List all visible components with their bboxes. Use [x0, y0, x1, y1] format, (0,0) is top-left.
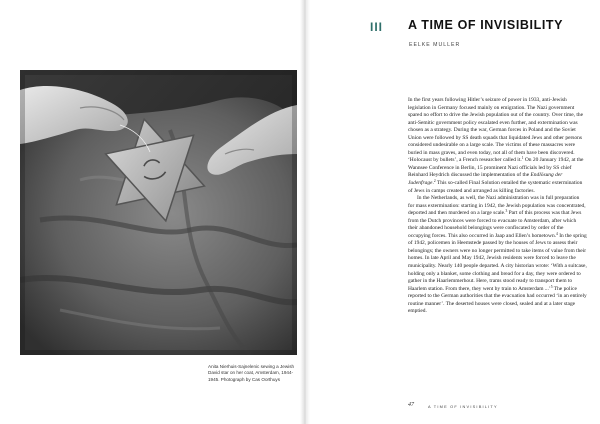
paragraph-2: In the Netherlands, as well, the Nazi administration was in full preparation for mass extermination: starting in 1942, the Jewish population was concentrated, deported and then murdered on a large scale.$^3$ Part of this process was that Jews from the Dutch provinces were forced to evacuate to Amsterdam, after which their abandoned household belongings were confiscated by order of the occupying forces. This also occurred in Jaap and Ellen’s hometown.$^4$ In the spring of 1942, policemen in Heemstede passed by the houses of Jews to assess their belongings; the owners were no longer permitted to take items of value from their homes. In late April and May 1942, Jewish residents were forced to leave the municipality. Nearly 140 people departed. A city historian wrote: ‘With a suitcase, holding only a blanket, some clothing and bread for a day, they were ordered to gather in the Haarlemmerhout. Here, trams stood ready to transport them to Haarlem station. From there, they went by train to Amsterdam ...’$^5$ The police reported to the German authorities that the evacuation had occurred ‘in an entirely routine manner’. The deserted houses were closed, sealed and at a later stage emptied. [408, 195, 587, 315]
running-head: A TIME OF INVISIBILITY [428, 404, 498, 409]
chapter-title: A TIME OF INVISIBILITY [408, 18, 564, 32]
page-number: 47 [408, 402, 414, 408]
chapter-number: III [370, 20, 384, 34]
footnote-1: 1 [521, 156, 524, 161]
chapter-author: EELKE MULLER [409, 42, 461, 48]
paragraph-1: In the first years following Hitler’s seizure of power in 1933, anti-Jewish legislation in Germany focused mainly on emigration. The Nazi government spared no effort to drive the Jewish population out of the country. Over time, the anti-Semitic government policy escalated even further, and extermination was chosen as a strategy. During the war, German forces in Poland and the Soviet Union were followed by SS death squads that liquidated Jews and other persons considered undesirable on a large scale. The victims of these massacres were buried in mass graves, and even today, not all of them have been discovered. ‘Holocaust by bullets’, a French researcher called it.$^1$ On 20 January 1942, at the Wannsee Conference in Berlin, 15 prominent Nazi officials led by SS chief Reinhard Heydrich discussed the implementation of the Endlösung der Judenfrage.$^2$ This so-called Final Solution entailed the systematic extermination of Jews in camps created and arranged as killing factories. [408, 97, 584, 194]
italic-term: Endlösung der Judenfrage [408, 172, 563, 187]
hands-sewing-star-photo [20, 70, 297, 355]
footnote-5: 5 [550, 284, 553, 289]
footnote-4: 4 [556, 231, 558, 236]
footnote-2: 2 [433, 179, 436, 184]
footnote-3: 3 [505, 209, 508, 214]
body-text [408, 97, 587, 316]
photo-caption: Anita Nierhuis-Sajnelenic sewing a Jewish David star on her coat, Amsterdam, 1944-1945. Photograph by Cas Oorthuys [208, 364, 295, 382]
book-gutter [300, 0, 310, 424]
photo-illustration [20, 70, 297, 355]
